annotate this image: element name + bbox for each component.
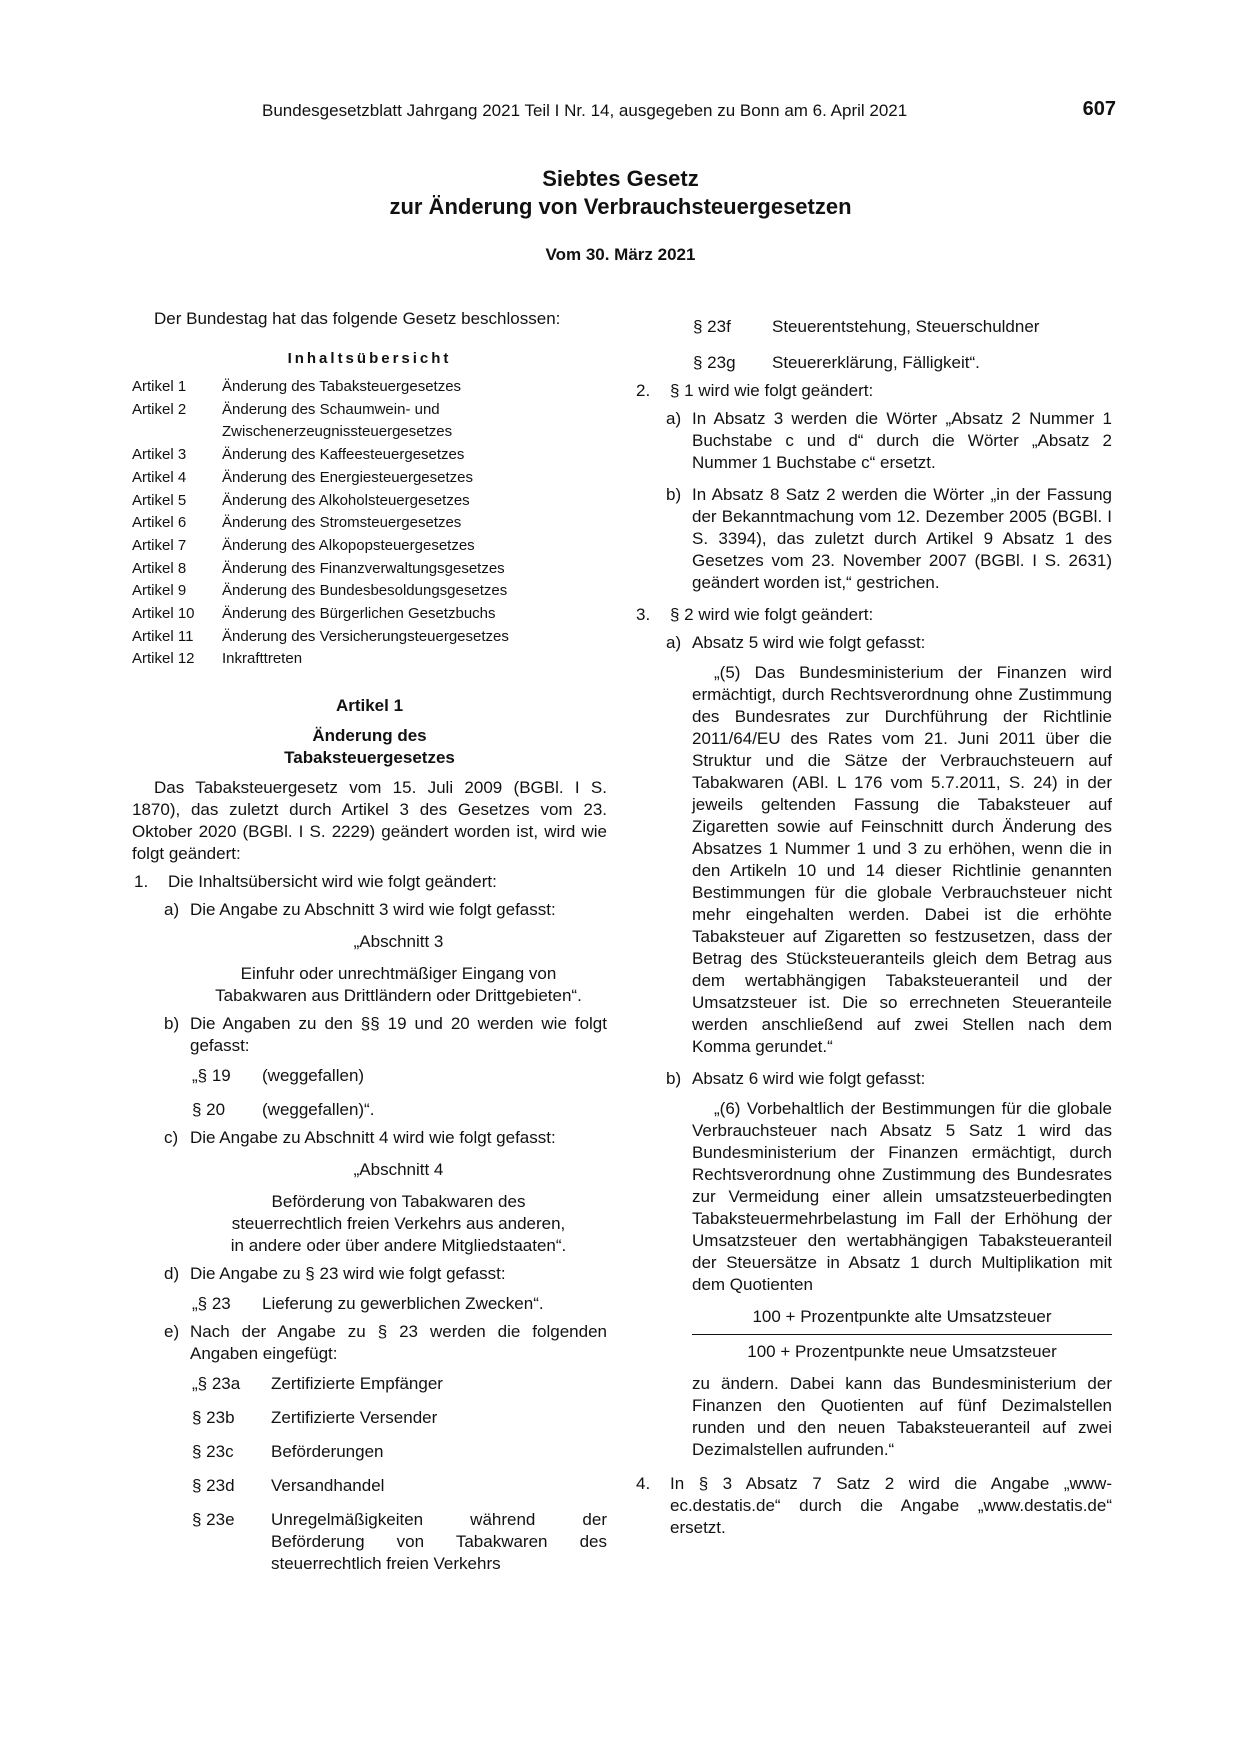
quote-line: Tabakwaren aus Drittländern oder Drittgebieten“. — [215, 986, 582, 1006]
toc-row — [132, 376, 607, 399]
toc-article-title: Inkrafttreten — [222, 650, 303, 668]
quote-line: Beförderung von Tabakwaren des — [271, 1192, 526, 1212]
toc-article-title: Änderung des Kaffeesteuergesetzes — [222, 446, 465, 464]
item-text: In § 3 Absatz 7 Satz 2 wird die Angabe „www-ec.destatis.de“ durch die Angabe „www.destatis.de“ ersetzt. — [670, 1474, 1112, 1537]
quote-abschnitt-3 — [132, 931, 607, 1007]
document-date: Vom 30. März 2021 — [545, 245, 696, 264]
toc-row — [132, 444, 607, 467]
toc-article-title: Änderung des Energiesteuergesetzes — [222, 468, 474, 486]
item-label: 3. — [636, 605, 651, 624]
running-header — [262, 100, 1116, 128]
toc-row — [132, 512, 607, 535]
toc-article-title: Änderung des Stromsteuergesetzes — [222, 514, 462, 532]
fraction-denominator: 100 + Prozentpunkte neue Umsatzsteuer — [747, 1342, 1057, 1361]
item-2a — [640, 408, 1112, 474]
toc-list — [132, 376, 607, 671]
subitem-label: d) — [164, 1264, 180, 1284]
toc-article-number: Artikel 6 — [132, 514, 187, 532]
paragraph-entry — [132, 1475, 607, 1497]
toc-heading: Inhaltsübersicht — [287, 350, 452, 367]
paragraph-number: § 23c — [192, 1442, 234, 1462]
toc-article-number: Artikel 7 — [132, 536, 187, 554]
toc-article-number: Artikel 4 — [132, 468, 187, 486]
left-column — [132, 308, 607, 1575]
toc-article-title: Änderung des Schaumwein- und Zwischenerzeugnissteuergesetzes — [222, 400, 453, 441]
paragraph-title: Zertifizierte Empfänger — [271, 1374, 443, 1394]
paragraph-number: „§ 23 — [192, 1294, 231, 1314]
item-label: 2. — [636, 381, 651, 400]
item-1a — [132, 899, 607, 921]
paragraph-number: § 23b — [192, 1408, 235, 1428]
running-title: Bundesgesetzblatt Jahrgang 2021 Teil I Nr. 14, ausgegeben zu Bonn am 6. April 2021 — [262, 101, 908, 120]
item-3b — [640, 1068, 1112, 1090]
item-1e — [132, 1321, 607, 1365]
subitem-text: Die Angabe zu Abschnitt 3 wird wie folgt gefasst: — [190, 900, 556, 920]
page-number: 607 — [1082, 98, 1116, 120]
subitem-text: Die Angabe zu § 23 wird wie folgt gefasst: — [190, 1264, 506, 1284]
paragraph-entry — [640, 316, 1112, 338]
toc-row — [132, 535, 607, 558]
toc-article-number: Artikel 3 — [132, 446, 187, 464]
paragraph-title: Versandhandel — [271, 1476, 385, 1496]
article-1-heading: Artikel 1 — [335, 696, 404, 716]
quote-abschnitt-4 — [132, 1159, 607, 1257]
toc-article-title: Änderung des Bürgerlichen Gesetzbuchs — [222, 605, 496, 623]
item-1d — [132, 1263, 607, 1285]
article-1-title-line-1: Änderung des — [312, 726, 427, 746]
toc-article-number: Artikel 1 — [132, 378, 187, 395]
subitem-label: a) — [666, 409, 682, 428]
paragraph-title: Zertifizierte Versender — [271, 1408, 438, 1428]
toc-row — [132, 558, 607, 581]
toc-row — [132, 626, 607, 649]
subitem-label: b) — [164, 1014, 180, 1034]
toc-row — [132, 648, 607, 671]
subitem-label: e) — [164, 1322, 180, 1342]
article-1-lead: Das Tabaksteuergesetz vom 15. Juli 2009 (BGBl. I S. 1870), das zuletzt durch Artikel 3 des Gesetzes vom 23. Oktober 2020 (BGBl. I S. 2229) geändert worden ist, wird wie folgt geändert: — [132, 778, 607, 864]
paragraph-title: (weggefallen) — [262, 1066, 365, 1086]
article-1-title-line-2: Tabaksteuergesetzes — [284, 748, 455, 768]
paragraph-entry — [132, 1407, 607, 1429]
toc-article-title: Änderung des Versicherungsteuergesetzes — [222, 627, 509, 645]
subitem-label: b) — [666, 485, 682, 504]
toc-article-number: Artikel 8 — [132, 559, 187, 577]
paragraph-title: Unregelmäßigkeiten während der Beförderung von Tabakwaren des steuerrechtlich freien Verkehrs — [271, 1510, 607, 1574]
paragraph-entry — [132, 1373, 607, 1395]
paragraph-title: (weggefallen)“. — [262, 1100, 375, 1120]
subitem-text: Nach der Angabe zu § 23 werden die folgenden Angaben eingefügt: — [190, 1322, 607, 1364]
subitem-label: a) — [666, 633, 682, 652]
subitem-text: Absatz 5 wird wie folgt gefasst: — [692, 633, 926, 652]
subitem-label: a) — [164, 900, 180, 920]
subitem-text: In Absatz 8 Satz 2 werden die Wörter „in der Fassung der Bekanntmachung vom 12. Dezember 2005 (BGBl. I S. 3394), das zuletzt durch Artikel 9 Absatz 1 des Gesetzes vom 23. November 2007 (BGBl. I S. 2631) geändert worden ist,“ gestrichen. — [692, 485, 1112, 592]
paragraph-entry — [132, 1065, 607, 1087]
paragraph-entry — [132, 1293, 607, 1315]
item-4 — [634, 1473, 1112, 1539]
item-3a — [640, 632, 1112, 654]
quote-line: steuerrechtlich freien Verkehrs aus anderen, — [231, 1214, 566, 1234]
item-1 — [132, 871, 607, 893]
item-2b — [640, 484, 1112, 594]
toc-article-title: Änderung des Tabaksteuergesetzes — [222, 378, 462, 395]
quote-absatz-6-end: zu ändern. Dabei kann das Bundesministerium der Finanzen den Quotienten auf fünf Dezimalstellen runden und den neuen Tabaksteueranteil auf zwei Dezimalstellen aufrunden.“ — [692, 1374, 1112, 1459]
subitem-text: In Absatz 3 werden die Wörter „Absatz 2 Nummer 1 Buchstabe c und d“ durch die Wörter „Absatz 2 Nummer 1 Buchstabe c“ ersetzt. — [692, 409, 1112, 472]
quotient-fraction — [692, 1306, 1112, 1363]
item-1c — [132, 1127, 607, 1149]
item-label: 4. — [636, 1474, 651, 1493]
paragraph-entry — [132, 1441, 607, 1463]
intro-paragraph: Der Bundestag hat das folgende Gesetz beschlossen: — [154, 309, 561, 328]
paragraph-entry — [132, 1099, 607, 1121]
subitem-label: c) — [164, 1128, 179, 1148]
item-2 — [634, 380, 1112, 402]
paragraph-title: Beförderungen — [271, 1442, 384, 1462]
toc-row — [132, 603, 607, 626]
fraction-numerator: 100 + Prozentpunkte alte Umsatzsteuer — [692, 1306, 1112, 1335]
paragraph-number: „§ 23a — [192, 1374, 241, 1394]
paragraph-title: Steuererklärung, Fälligkeit“. — [772, 353, 980, 372]
toc-article-title: Änderung des Alkoholsteuergesetzes — [222, 491, 470, 509]
quote-absatz-6: „(6) Vorbehaltlich der Bestimmungen für die globale Verbrauchsteuer nach Absatz 5 Satz 1 wird das Bundesministerium der Finanzen ermächtigt, durch Rechtsverordnung ohne Zustimmung des Bundesrates zur Vermeidung einer allein umsatzsteuerbedingten Tabaksteuermehrbelastung im Fall der Erhöhung der Umsatzsteuer den wertabhängigen Tabaksteueranteil der Steuersätze in Absatz 1 durch Multiplikation mit dem Quotienten — [692, 1099, 1112, 1294]
title-line-2: zur Änderung von Verbrauchsteuergesetzen — [389, 194, 852, 219]
item-label: 1. — [134, 872, 149, 892]
subitem-text: Die Angabe zu Abschnitt 4 wird wie folgt gefasst: — [190, 1128, 556, 1148]
paragraph-number: § 23g — [693, 353, 736, 372]
toc-article-number: Artikel 12 — [132, 650, 195, 668]
paragraph-number: § 23e — [192, 1510, 235, 1530]
paragraph-number: § 23f — [693, 317, 731, 336]
quote-line: Einfuhr oder unrechtmäßiger Eingang von — [240, 964, 557, 984]
item-text: § 2 wird wie folgt geändert: — [670, 605, 874, 624]
paragraph-title: Steuerentstehung, Steuerschuldner — [772, 317, 1040, 336]
toc-article-number: Artikel 5 — [132, 491, 187, 509]
quote-line: in andere oder über andere Mitgliedstaaten“. — [230, 1236, 567, 1256]
toc-row — [132, 399, 607, 444]
paragraph-number: § 23d — [192, 1476, 235, 1496]
toc-article-number: Artikel 9 — [132, 582, 187, 600]
article-1-title — [132, 725, 607, 769]
item-3 — [634, 604, 1112, 626]
toc-article-number: Artikel 10 — [132, 605, 195, 623]
right-column — [636, 308, 1112, 1539]
paragraph-number: § 20 — [192, 1100, 226, 1120]
paragraph-entry — [640, 352, 1112, 374]
item-text: Die Inhaltsübersicht wird wie folgt geändert: — [168, 872, 497, 892]
toc-row — [132, 490, 607, 513]
subitem-text: Absatz 6 wird wie folgt gefasst: — [692, 1069, 926, 1088]
item-text: § 1 wird wie folgt geändert: — [670, 381, 874, 400]
title-line-1: Siebtes Gesetz — [542, 166, 699, 191]
toc-article-title: Änderung des Alkopopsteuergesetzes — [222, 536, 475, 554]
paragraph-number: „§ 19 — [192, 1066, 231, 1086]
item-1b — [132, 1013, 607, 1057]
toc-article-title: Änderung des Bundesbesoldungsgesetzes — [222, 582, 508, 600]
toc-article-title: Änderung des Finanzverwaltungsgesetzes — [222, 559, 505, 577]
subitem-label: b) — [666, 1069, 682, 1088]
quote-line: „Abschnitt 3 — [353, 932, 444, 952]
quote-line: „Abschnitt 4 — [353, 1160, 444, 1180]
document-title — [0, 165, 1241, 221]
subitem-text: Die Angaben zu den §§ 19 und 20 werden wie folgt gefasst: — [190, 1014, 607, 1056]
toc-article-number: Artikel 11 — [132, 627, 194, 645]
quote-absatz-5: „(5) Das Bundesministerium der Finanzen wird ermächtigt, durch Rechtsverordnung ohne Zustimmung des Bundesrates zur Durchführung der Richtlinie 2011/64/EU des Rates vom 21. Juni 2011 über die Struktur und die Sätze der Verbrauchsteuern auf Tabakwaren (ABl. L 176 vom 5.7.2011, S. 24) in der jeweils geltenden Fassung die Tabaksteuer auf Zigaretten sowie auf Feinschnitt durch Änderung des Absatzes 1 Nummer 1 und 3 zu erhöhen, wenn die in den Artikeln 10 und 14 dieser Richtlinie genannten Bestimmungen für die globale Verbrauchsteuer nicht mehr eingehalten werden. Dabei ist die erhöhte Tabaksteuer auf Zigaretten so festzusetzen, dass der Betrag des Stücksteueranteils gleich dem Betrag aus dem wertabhängigen Tabaksteueranteil und der Umsatzsteuer ist. Die so errechneten Steueranteile werden anschließend auf zwei Stellen nach dem Komma gerundet.“ — [692, 663, 1112, 1056]
paragraph-title: Lieferung zu gewerblichen Zwecken“. — [262, 1294, 544, 1314]
toc-row — [132, 467, 607, 490]
toc-row — [132, 580, 607, 603]
toc-article-number: Artikel 2 — [132, 400, 187, 418]
paragraph-entry — [132, 1509, 607, 1575]
